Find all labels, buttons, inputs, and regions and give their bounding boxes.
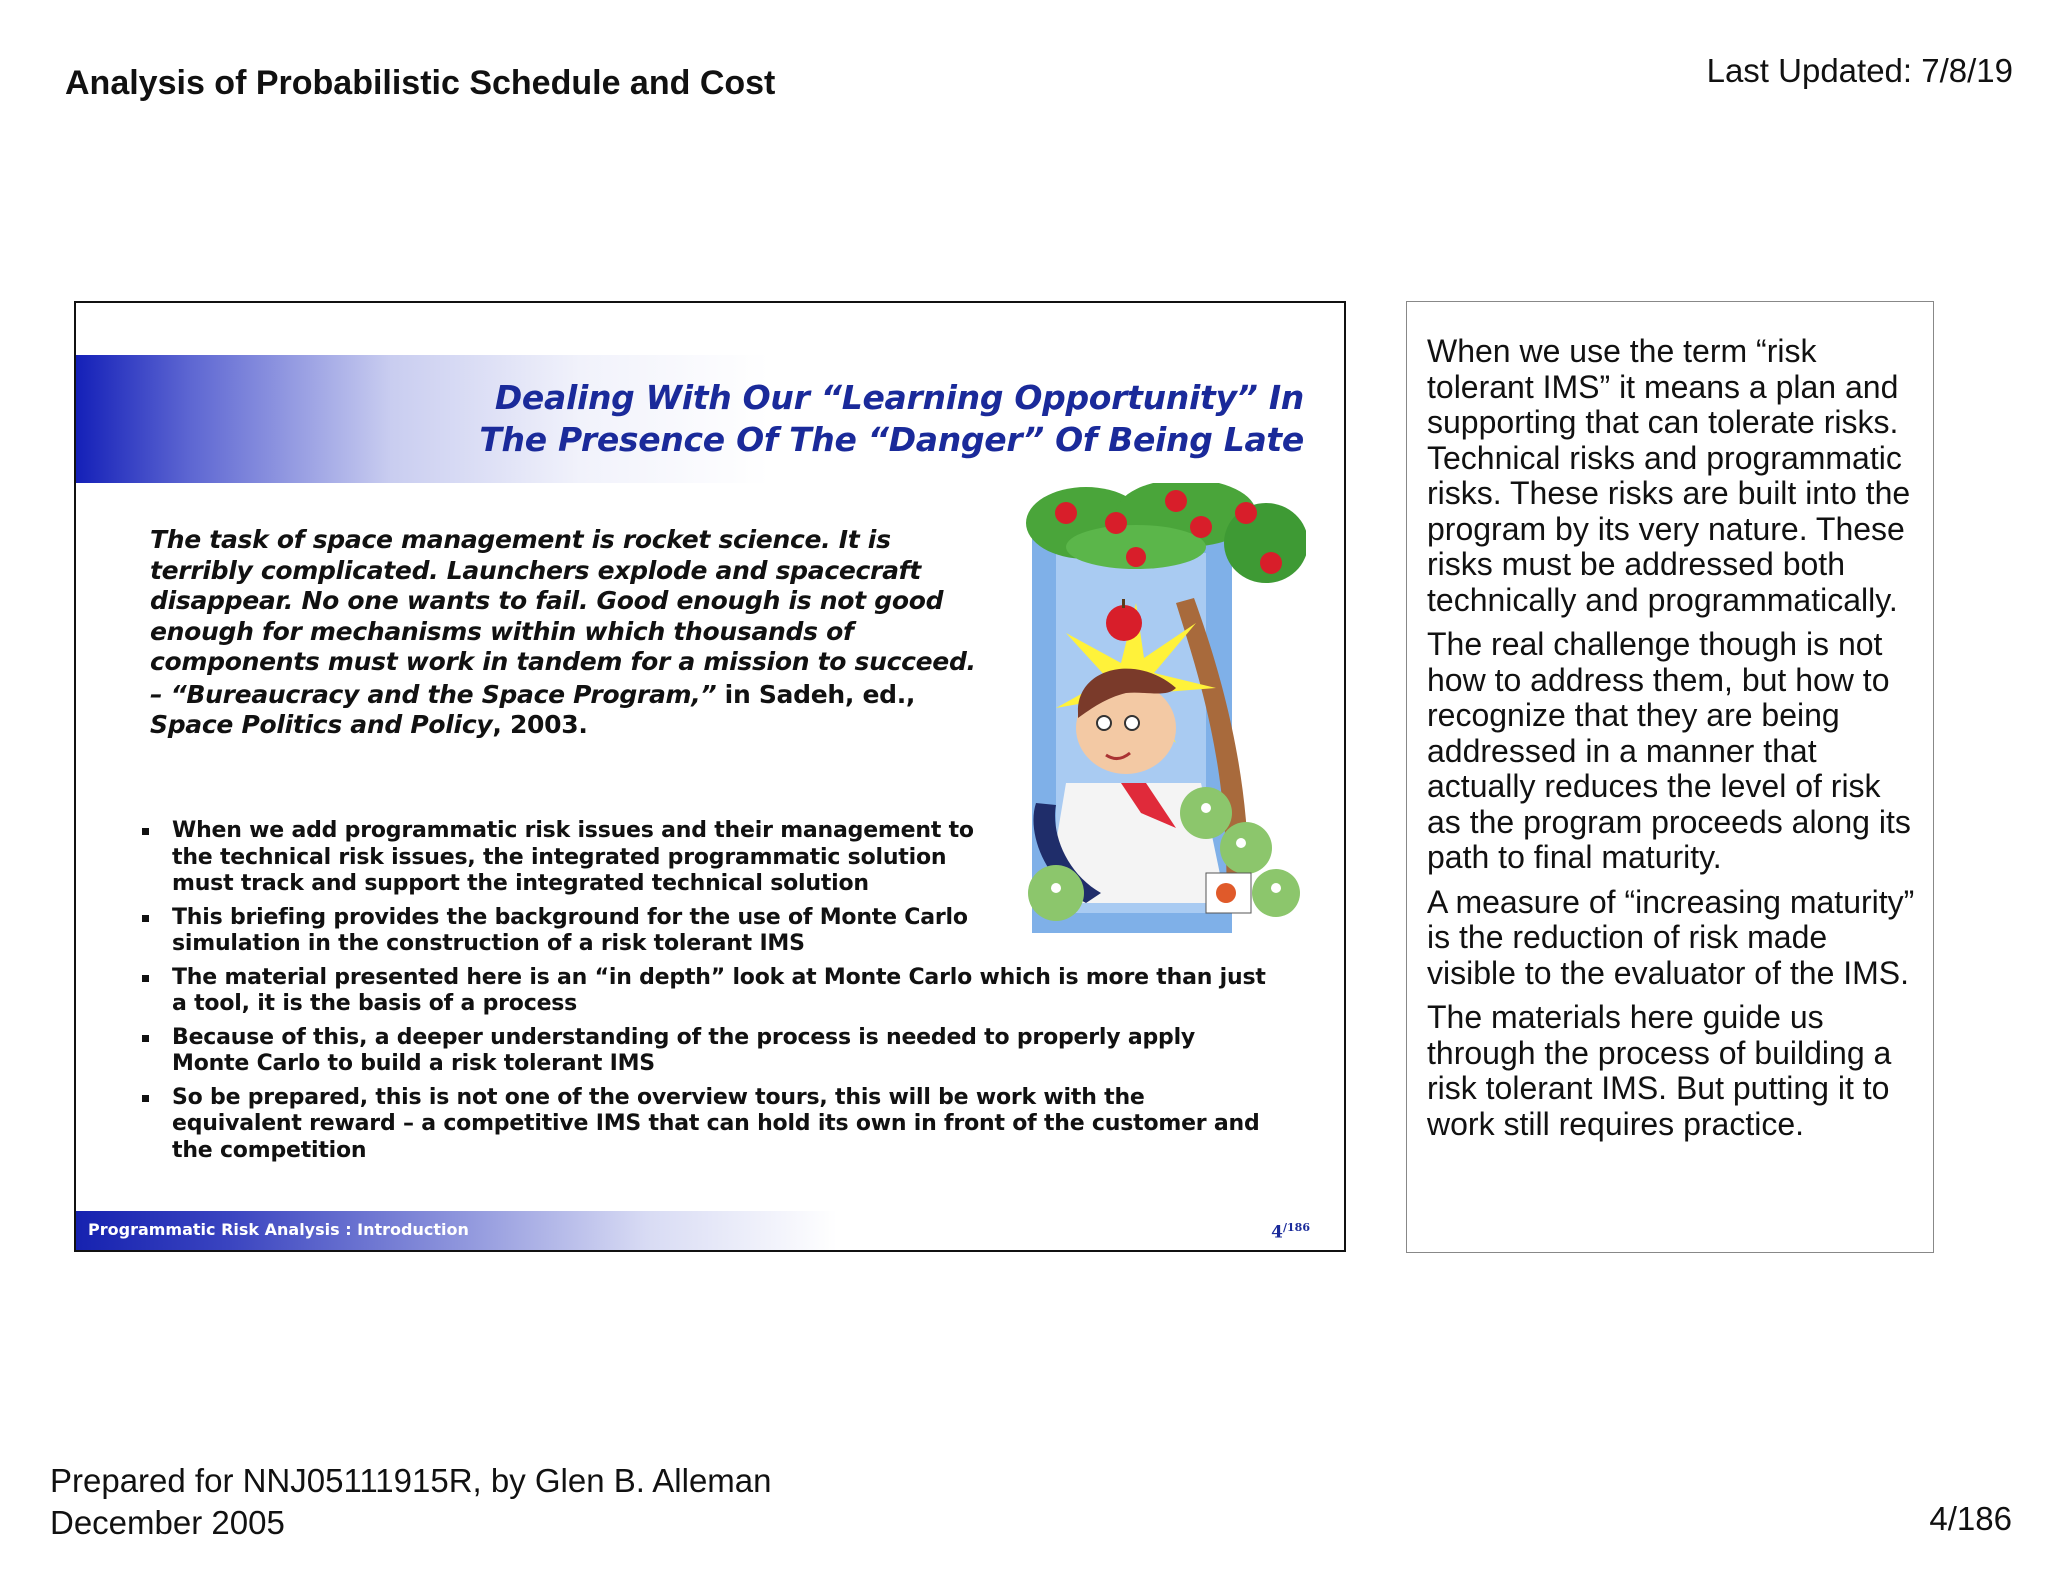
apple (1126, 547, 1146, 567)
apple (1235, 502, 1257, 524)
apple (1165, 490, 1187, 512)
notes-paragraph: When we use the term “risk tolerant IMS” it means a plan and supporting that can tolerate risks. Technical risks and programmatic risks. These risks are built into the program by its very nature. These risks must be addressed both technically and programmatically. (1427, 333, 1911, 618)
attribution-editor: in Sadeh, ed., (716, 679, 916, 709)
falling-apple (1106, 605, 1142, 641)
slide-footer-page (1271, 1221, 1310, 1243)
attribution-title: – “Bureaucracy and the Space Program,” (150, 679, 717, 709)
page-number: 4/186 (1929, 1500, 2012, 1537)
slide-bullet: The material presented here is an “in depth” look at Monte Carlo which is more than just a tool, it is the basis of a process (136, 965, 1276, 1018)
document-title: Analysis of Probabilistic Schedule and Cost (65, 64, 776, 102)
slide-bullet-list (136, 818, 1276, 1171)
slide-title (479, 377, 1304, 461)
slide-page-current: 4 (1271, 1222, 1284, 1243)
prepared-line-1: Prepared for NNJ05111915R, by Glen B. Alleman (50, 1462, 772, 1499)
flower (1201, 803, 1211, 813)
attribution-year: , 2003. (492, 710, 588, 739)
notes-paragraph: The real challenge though is not how to address them, but how to recognize that they are being addressed in a manner that actually reduces the level of risk as the program proceeds along its path to final maturity. (1427, 626, 1911, 875)
apple (1105, 512, 1127, 534)
prepared-for (50, 1460, 772, 1544)
notes-paragraph: The materials here guide us through the process of building a risk tolerant IMS. But putting it to work still requires practice. (1427, 999, 1892, 1142)
prepared-line-2: December 2005 (50, 1504, 285, 1541)
apple (1190, 516, 1212, 538)
speaker-notes-box (1406, 301, 1934, 1253)
attribution-book: Space Politics and Policy (150, 710, 493, 739)
slide-page-total: /186 (1283, 1221, 1310, 1234)
person-eye (1097, 716, 1111, 730)
slide-image (74, 301, 1346, 1252)
slide-title-line-1: Dealing With Our “Learning Opportunity” In (494, 378, 1304, 417)
slide-bullet: This briefing provides the background for the use of Monte Carlo simulation in the construction of a risk tolerant IMS (136, 905, 992, 958)
slide-bullet: When we add programmatic risk issues and their management to the technical risk issues, the integrated programmatic solution must track and support the integrated technical solution (136, 818, 992, 898)
slide-bullet: So be prepared, this is not one of the overview tours, this will be work with the equivalent reward – a competitive IMS that can hold its own in front of the customer and the competition (136, 1085, 1276, 1165)
apple (1055, 502, 1077, 524)
person-eye (1125, 716, 1139, 730)
slide-bullet: Because of this, a deeper understanding of the process is needed to properly apply Monte Carlo to build a risk tolerant IMS (136, 1025, 1276, 1078)
quote-text: The task of space management is rocket science. It is terribly complicated. Launchers explode and spacecraft disappear. No one wants to fail. Good enough is not good enough for mechanisms within which thousands of components must work in tandem for a mission to succeed. (150, 525, 976, 676)
slide-footer-bar (76, 1211, 1344, 1251)
slide-quote (150, 525, 980, 741)
slide-title-line-2: The Presence Of The “Danger” Of Being Late (479, 420, 1304, 459)
last-updated: Last Updated: 7/8/19 (1706, 52, 2013, 89)
apple (1260, 552, 1282, 574)
apple-stem (1122, 599, 1125, 608)
notes-paragraph: A measure of “increasing maturity” is the reduction of risk made visible to the evaluator of the IMS. (1427, 883, 1915, 991)
slide-footer-label: Programmatic Risk Analysis : Introduction (88, 1220, 469, 1239)
quote-attribution (150, 680, 980, 741)
